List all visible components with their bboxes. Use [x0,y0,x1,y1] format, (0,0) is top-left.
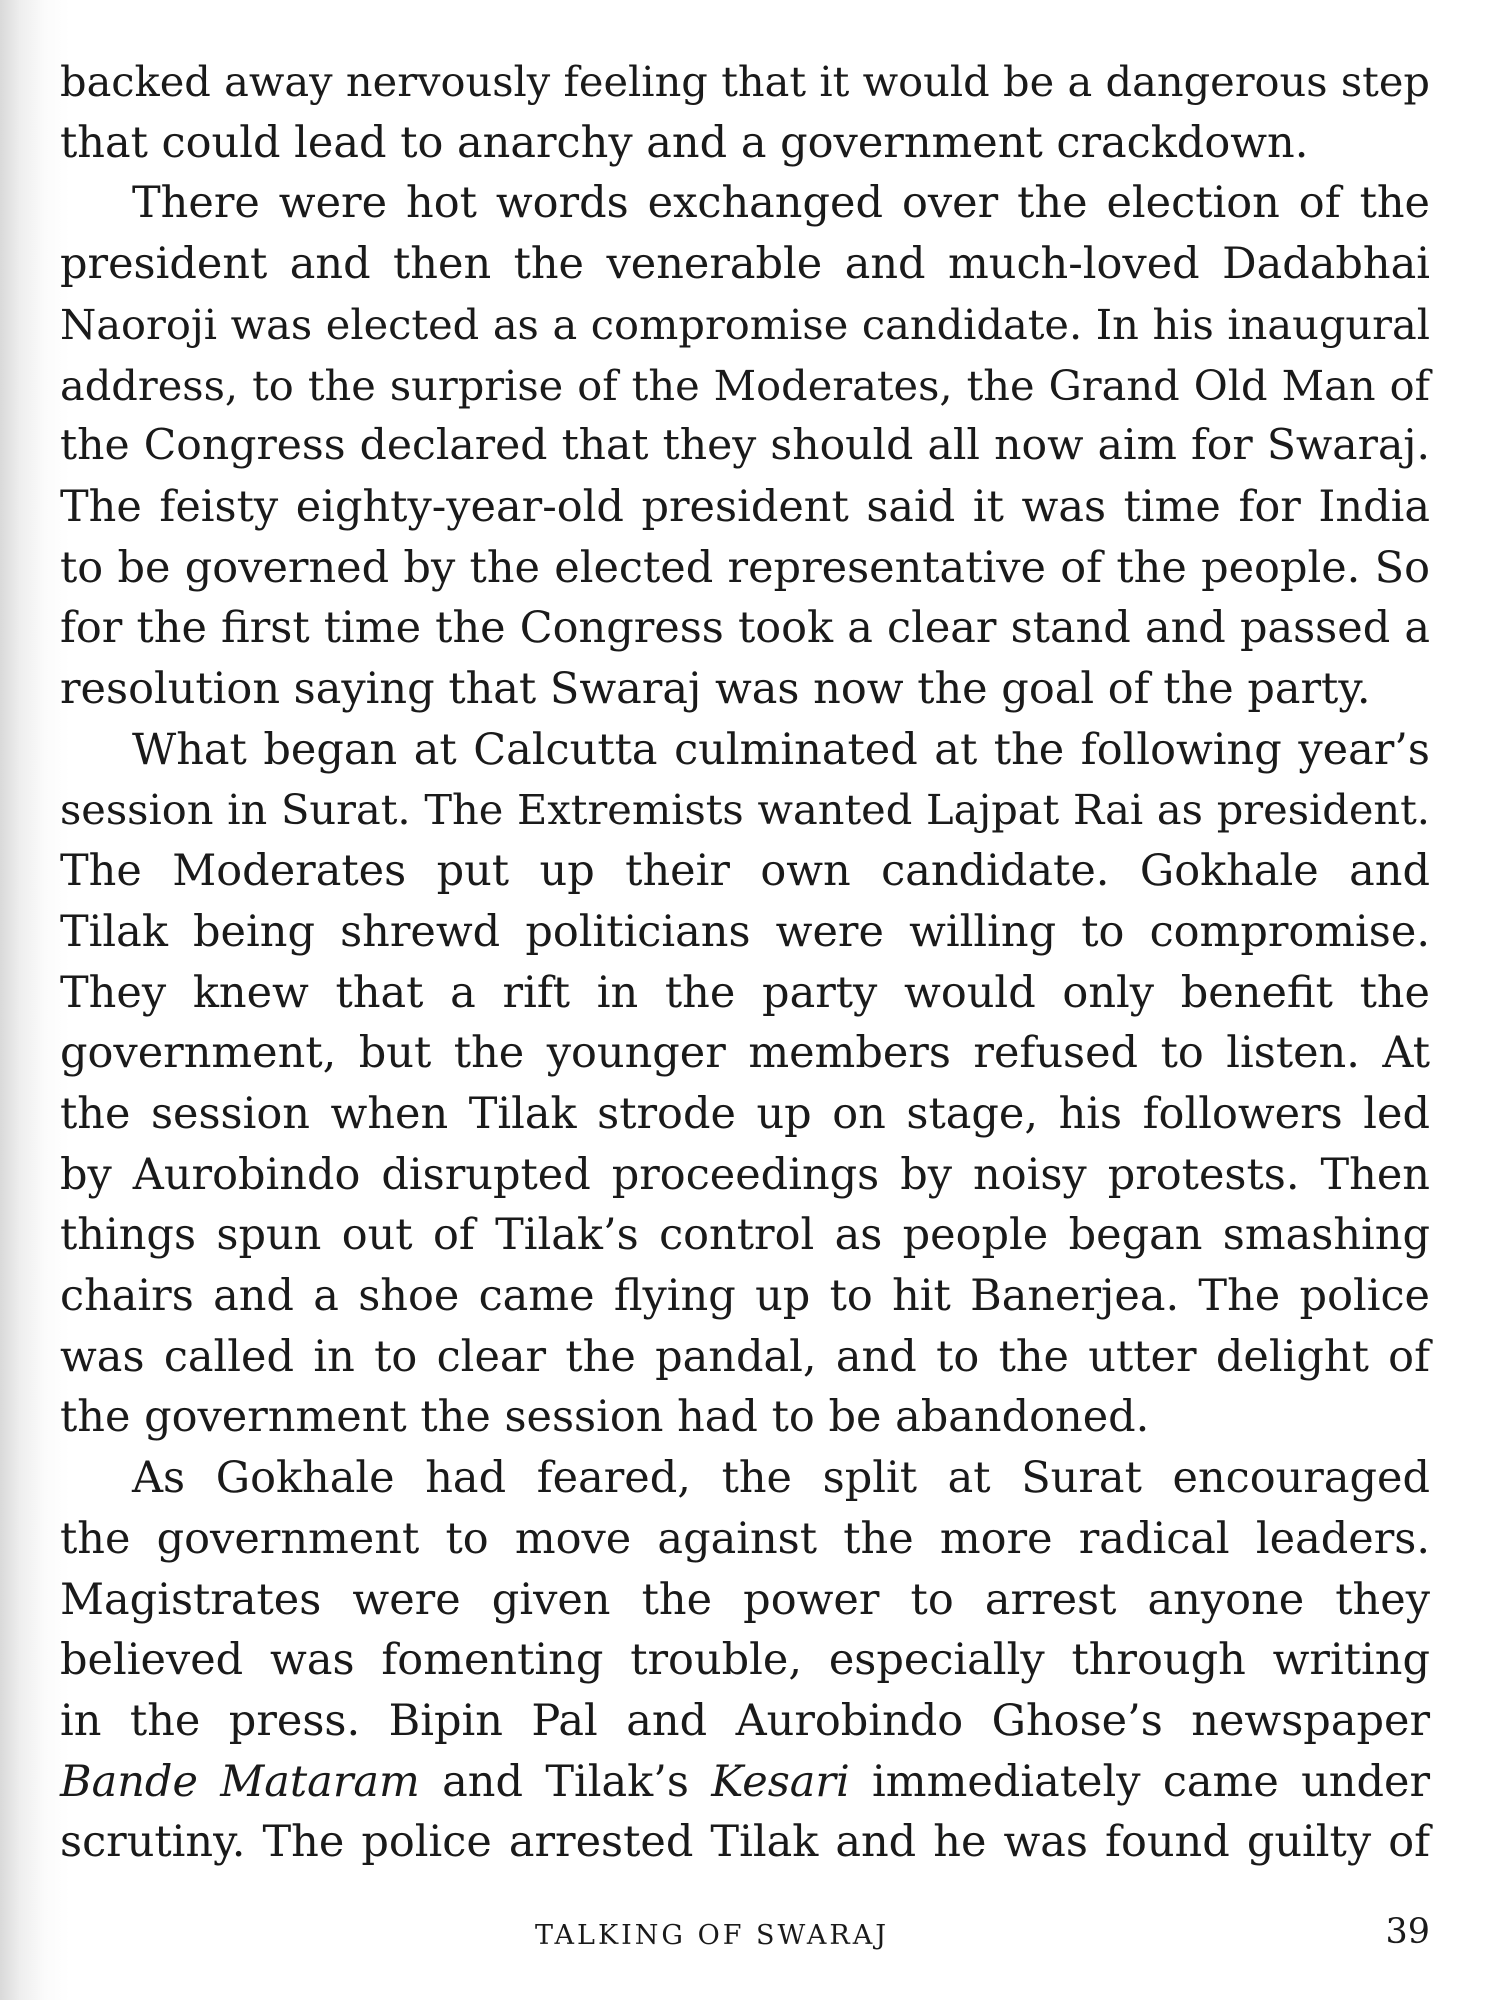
text-line: Tilak being shrewd politicians were willing to compromise. [60,906,1430,957]
text-line: government, but the younger members refused to listen. At [60,1028,1430,1079]
text-line: The feisty eighty-year-old president said it was time for India [60,481,1430,532]
text-fragment: immediately came under [849,1756,1431,1807]
text-line: The Moderates put up their own candidate. Gokhale and [60,846,1430,897]
text-line: that could lead to anarchy and a government crackdown. [60,117,1309,168]
text-line: the session when Tilak strode up on stage, his followers led [60,1088,1430,1139]
text-line: president and then the venerable and much-loved Dadabhai [60,239,1430,290]
running-head: TALKING OF SWARAJ [535,1920,890,1951]
text-line-with-italics [60,1752,1430,1813]
text-line: the government the session had to be abandoned. [60,1392,1150,1443]
text-line: They knew that a rift in the party would only benefit the [60,967,1430,1018]
text-line: backed away nervously feeling that it would be a dangerous step [60,57,1430,106]
page-number: 39 [1385,1912,1430,1952]
text-line: the Congress declared that they should all now aim for Swaraj. [60,421,1430,471]
text-line: There were hot words exchanged over the election of the [132,178,1430,229]
text-line: session in Surat. The Extremists wanted Lajpat Rai as president. [60,785,1430,835]
text-line: for the first time the Congress took a clear stand and passed a [60,603,1430,654]
text-line: in the press. Bipin Pal and Aurobindo Ghose’s newspaper [60,1695,1430,1746]
text-line: Naoroji was elected as a compromise candidate. In his inaugural [60,299,1430,349]
text-line: by Aurobindo disrupted proceedings by noisy protests. Then [60,1149,1430,1200]
text-line: What began at Calcutta culminated at the following year’s [132,724,1430,775]
text-line: chairs and a shoe came flying up to hit Banerjea. The police [60,1271,1430,1322]
text-line: things spun out of Tilak’s control as people began smashing [60,1210,1430,1261]
newspaper-title-bande-mataram: Bande Mataram [60,1756,420,1807]
text-line: As Gokhale had feared, the split at Surat encouraged [132,1453,1430,1504]
text-line: believed was fomenting trouble, especially through writing [60,1635,1430,1686]
body-text [60,52,1430,1873]
page-footer [60,1912,1430,1962]
text-line: was called in to clear the pandal, and to the utter delight of [60,1331,1430,1382]
newspaper-title-kesari: Kesari [711,1756,850,1807]
text-line: scrutiny. The police arrested Tilak and he was found guilty of [60,1817,1430,1868]
text-line: resolution saying that Swaraj was now the goal of the party. [60,664,1371,715]
text-fragment: and Tilak’s [419,1756,712,1807]
text-line: to be governed by the elected representative of the people. So [60,542,1430,593]
text-line: address, to the surprise of the Moderates, the Grand Old Man of [60,360,1430,410]
text-line: Magistrates were given the power to arrest anyone they [60,1574,1430,1625]
text-line: the government to move against the more radical leaders. [60,1513,1430,1564]
